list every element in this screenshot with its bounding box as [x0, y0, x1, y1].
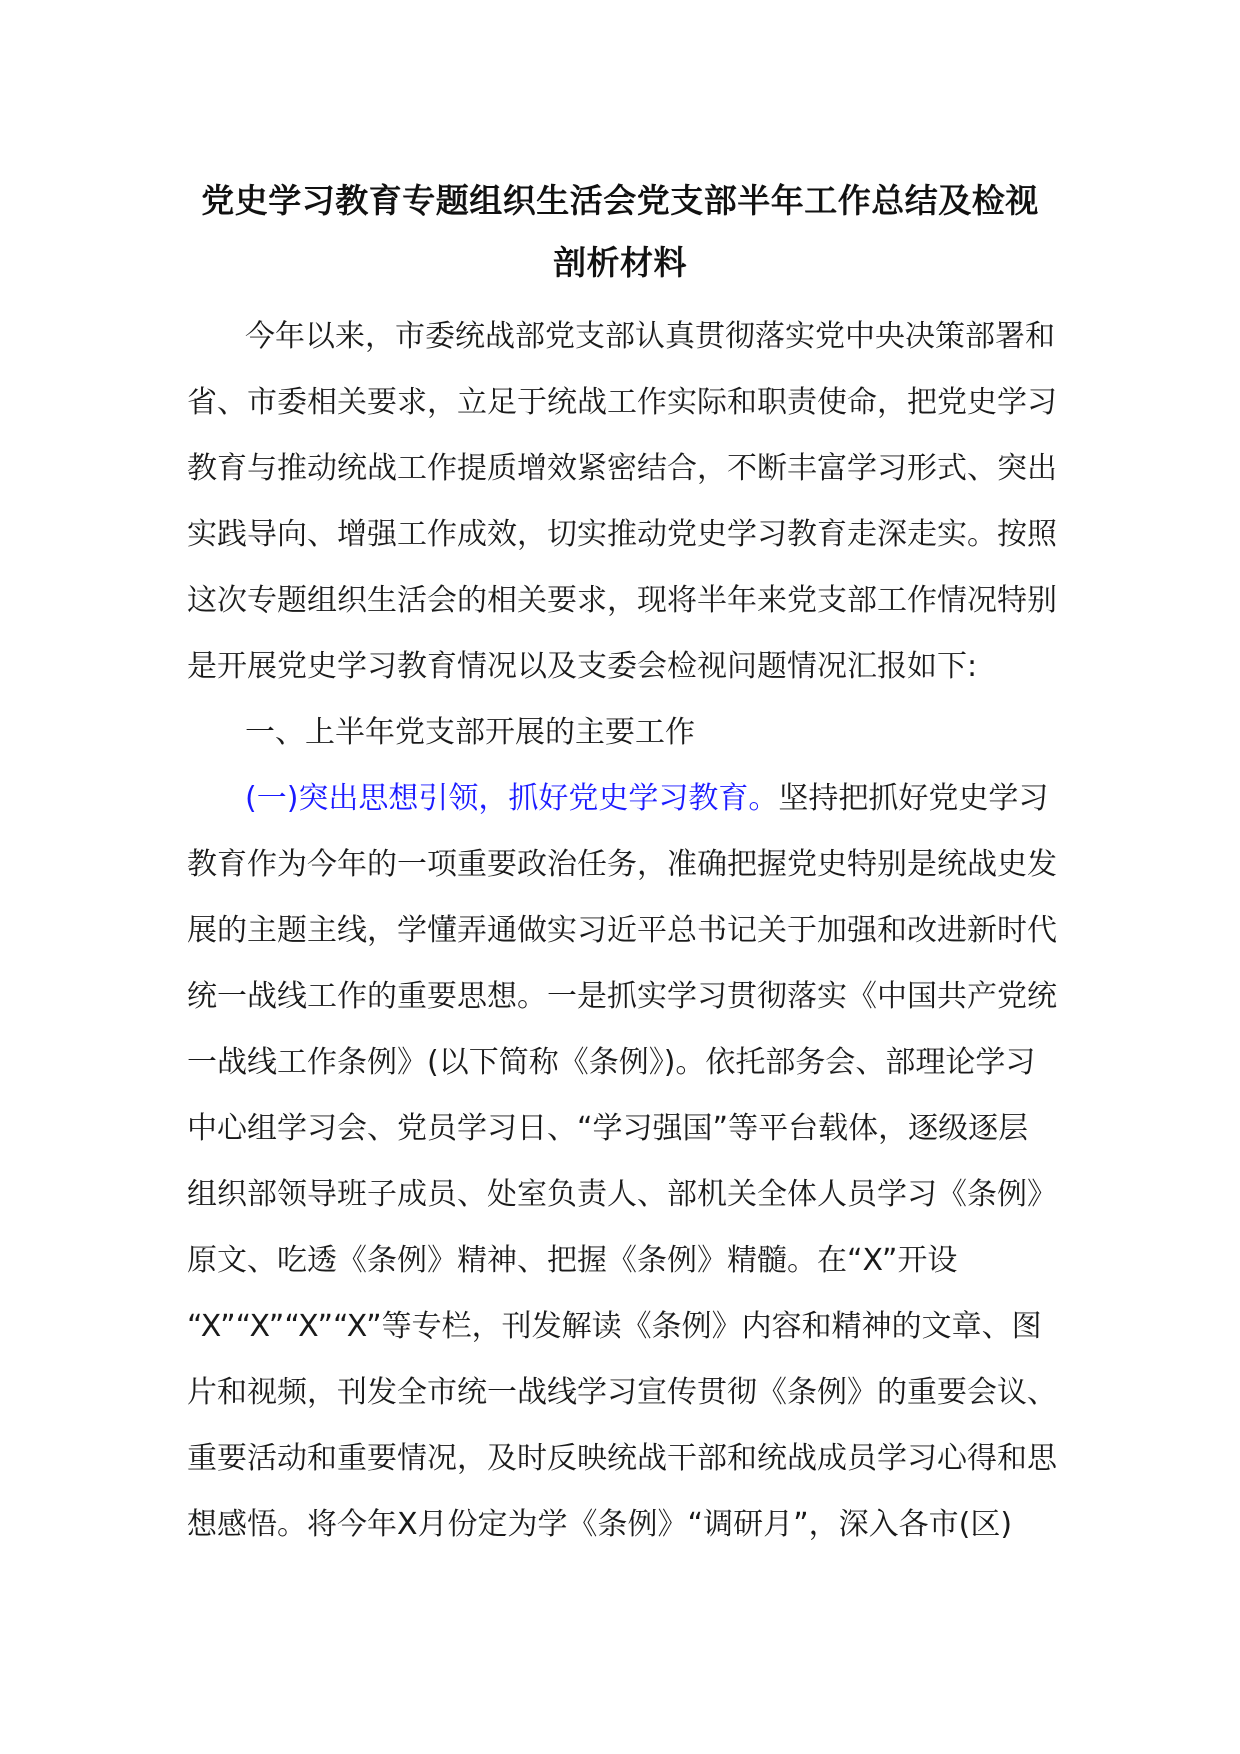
- paragraph-line: 中心组学习会、党员学习日、“学习强国”等平台载体，逐级逐层: [187, 1111, 1029, 1146]
- paragraph-line: 这次专题组织生活会的相关要求，现将半年来党支部工作情况特别: [187, 583, 1057, 618]
- section-heading: 一、上半年党支部开展的主要工作: [245, 715, 695, 750]
- document-title: [186, 170, 1054, 294]
- paragraph-line: 重要活动和重要情况，及时反映统战干部和统战成员学习心得和思: [187, 1441, 1057, 1476]
- title-line-2: 剖析材料: [553, 243, 687, 282]
- paragraph-line: 教育作为今年的一项重要政治任务，准确把握党史特别是统战史发: [187, 847, 1057, 882]
- subheading: (一)突出思想引领，抓好党史学习教育。: [245, 781, 779, 816]
- paragraph-text: 坚持把抓好党史学习: [778, 781, 1049, 816]
- paragraph-line: 组织部领导班子成员、处室负责人、部机关全体人员学习《条例》: [187, 1177, 1057, 1212]
- paragraph-line: 一战线工作条例》(以下简称《条例》)。依托部务会、部理论学习: [187, 1045, 1036, 1080]
- document-body: [187, 304, 1057, 1558]
- paragraph-line: 展的主题主线，学懂弄通做实习近平总书记关于加强和改进新时代: [187, 913, 1057, 948]
- paragraph-line: 实践导向、增强工作成效，切实推动党史学习教育走深走实。按照: [187, 517, 1057, 552]
- paragraph-line: “X”“X”“X”“X”等专栏，刊发解读《条例》内容和精神的文章、图: [187, 1309, 1042, 1344]
- paragraph-line: 今年以来，市委统战部党支部认真贯彻落实党中央决策部署和: [245, 319, 1055, 354]
- subheading-line: [187, 766, 1047, 832]
- paragraph-line: 省、市委相关要求，立足于统战工作实际和职责使命，把党史学习: [187, 385, 1057, 420]
- paragraph-line: 想感悟。将今年X月份定为学《条例》“调研月”，深入各市(区): [187, 1507, 1013, 1542]
- title-line-1: 党史学习教育专题组织生活会党支部半年工作总结及检视: [201, 181, 1039, 220]
- paragraph-line: 统一战线工作的重要思想。一是抓实学习贯彻落实《中国共产党统: [187, 979, 1057, 1014]
- paragraph-line: 教育与推动统战工作提质增效紧密结合，不断丰富学习形式、突出: [187, 451, 1057, 486]
- paragraph-line: 原文、吃透《条例》精神、把握《条例》精髓。在“X”开设: [187, 1243, 958, 1278]
- paragraph-line: 片和视频，刊发全市统一战线学习宣传贯彻《条例》的重要会议、: [187, 1375, 1057, 1410]
- paragraph-line: 是开展党史学习教育情况以及支委会检视问题情况汇报如下:: [187, 649, 978, 684]
